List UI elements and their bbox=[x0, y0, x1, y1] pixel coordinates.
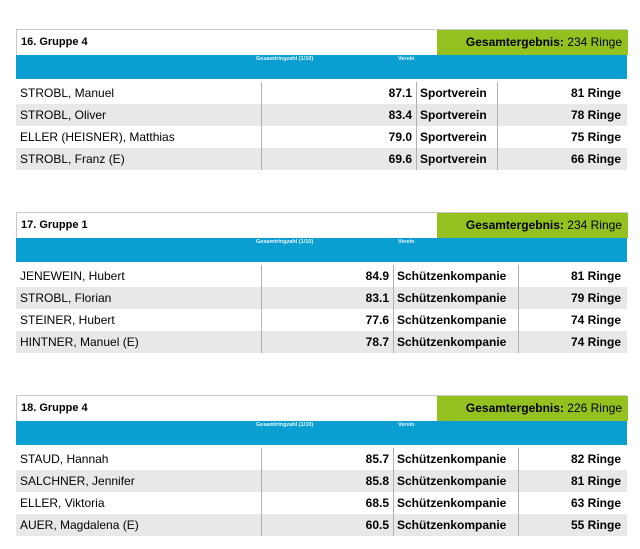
group-header bbox=[16, 395, 627, 421]
shooter-name: AUER, Magdalena (E) bbox=[20, 518, 139, 532]
column-score-label: Gesamtringzahl (1/10) bbox=[256, 239, 314, 245]
shooter-score: 87.1 bbox=[261, 82, 416, 104]
shooter-name: HINTNER, Manuel (E) bbox=[20, 335, 139, 349]
shooter-name: STAUD, Hannah bbox=[20, 452, 109, 466]
shooter-club: Sportverein bbox=[416, 126, 497, 148]
column-club-label: Verein bbox=[398, 422, 415, 428]
total-value: 226 Ringe bbox=[567, 401, 622, 415]
shooter-rings: 79 Ringe bbox=[518, 287, 627, 309]
table-row bbox=[16, 470, 627, 492]
shooter-rings: 81 Ringe bbox=[518, 470, 627, 492]
shooter-club: Sportverein bbox=[416, 82, 497, 104]
shooter-rings: 81 Ringe bbox=[497, 82, 627, 104]
shooter-rings: 66 Ringe bbox=[497, 148, 627, 170]
shooter-name: JENEWEIN, Hubert bbox=[20, 269, 125, 283]
group-total bbox=[437, 396, 628, 421]
table-row bbox=[16, 148, 627, 170]
shooter-score: 78.7 bbox=[261, 331, 393, 353]
shooter-score: 84.9 bbox=[261, 265, 393, 287]
shooter-name: SALCHNER, Jennifer bbox=[20, 474, 135, 488]
column-score-label: Gesamtringzahl (1/10) bbox=[256, 56, 314, 62]
table-row bbox=[16, 492, 627, 514]
table-row bbox=[16, 514, 627, 536]
group-header bbox=[16, 29, 627, 55]
total-value: 234 Ringe bbox=[567, 218, 622, 232]
group-header bbox=[16, 212, 627, 238]
total-label: Gesamtergebnis: bbox=[465, 218, 564, 232]
column-header-bar bbox=[16, 421, 627, 445]
shooter-rings: 81 Ringe bbox=[518, 265, 627, 287]
shooter-score: 77.6 bbox=[261, 309, 393, 331]
shooter-rings: 82 Ringe bbox=[518, 448, 627, 470]
shooter-club: Schützenkompanie bbox=[393, 287, 518, 309]
shooter-club: Schützenkompanie bbox=[393, 309, 518, 331]
shooter-name: ELLER (HEISNER), Matthias bbox=[20, 130, 175, 144]
shooter-club: Schützenkompanie bbox=[393, 514, 518, 536]
shooter-club: Schützenkompanie bbox=[393, 265, 518, 287]
shooter-name: STROBL, Franz (E) bbox=[20, 152, 125, 166]
shooter-rings: 78 Ringe bbox=[497, 104, 627, 126]
shooter-name: STROBL, Manuel bbox=[20, 86, 115, 100]
shooter-club: Schützenkompanie bbox=[393, 448, 518, 470]
shooter-club: Schützenkompanie bbox=[393, 331, 518, 353]
group-section bbox=[16, 395, 627, 536]
shooter-rings: 63 Ringe bbox=[518, 492, 627, 514]
table-row bbox=[16, 309, 627, 331]
group-section bbox=[16, 29, 627, 170]
shooter-score: 60.5 bbox=[261, 514, 393, 536]
shooter-club: Sportverein bbox=[416, 104, 497, 126]
shooter-name: STEINER, Hubert bbox=[20, 313, 115, 327]
table-row bbox=[16, 287, 627, 309]
group-title: 16. Gruppe 4 bbox=[21, 36, 88, 48]
shooter-name: STROBL, Florian bbox=[20, 291, 112, 305]
group-title: 17. Gruppe 1 bbox=[21, 219, 88, 231]
total-label: Gesamtergebnis: bbox=[465, 35, 564, 49]
table-row bbox=[16, 82, 627, 104]
group-title: 18. Gruppe 4 bbox=[21, 402, 88, 414]
shooter-score: 68.5 bbox=[261, 492, 393, 514]
shooter-club: Sportverein bbox=[416, 148, 497, 170]
shooter-name: ELLER, Viktoria bbox=[20, 496, 105, 510]
table-row bbox=[16, 104, 627, 126]
shooter-club: Schützenkompanie bbox=[393, 492, 518, 514]
group-total bbox=[437, 213, 628, 238]
column-club-label: Verein bbox=[398, 56, 415, 62]
shooter-score: 79.0 bbox=[261, 126, 416, 148]
table-row bbox=[16, 331, 627, 353]
table-row bbox=[16, 126, 627, 148]
shooter-rings: 55 Ringe bbox=[518, 514, 627, 536]
shooter-club: Schützenkompanie bbox=[393, 470, 518, 492]
table-row bbox=[16, 265, 627, 287]
shooter-score: 85.8 bbox=[261, 470, 393, 492]
column-score-label: Gesamtringzahl (1/10) bbox=[256, 422, 314, 428]
total-label: Gesamtergebnis: bbox=[465, 401, 564, 415]
column-club-label: Verein bbox=[398, 239, 415, 245]
shooter-rings: 74 Ringe bbox=[518, 309, 627, 331]
total-value: 234 Ringe bbox=[567, 35, 622, 49]
group-total bbox=[437, 30, 628, 55]
shooter-score: 85.7 bbox=[261, 448, 393, 470]
shooter-score: 69.6 bbox=[261, 148, 416, 170]
column-header-bar bbox=[16, 238, 627, 262]
column-header-bar bbox=[16, 55, 627, 79]
shooter-score: 83.4 bbox=[261, 104, 416, 126]
group-section bbox=[16, 212, 627, 353]
shooter-name: STROBL, Oliver bbox=[20, 108, 107, 122]
shooter-rings: 74 Ringe bbox=[518, 331, 627, 353]
shooter-score: 83.1 bbox=[261, 287, 393, 309]
shooter-rings: 75 Ringe bbox=[497, 126, 627, 148]
table-row bbox=[16, 448, 627, 470]
